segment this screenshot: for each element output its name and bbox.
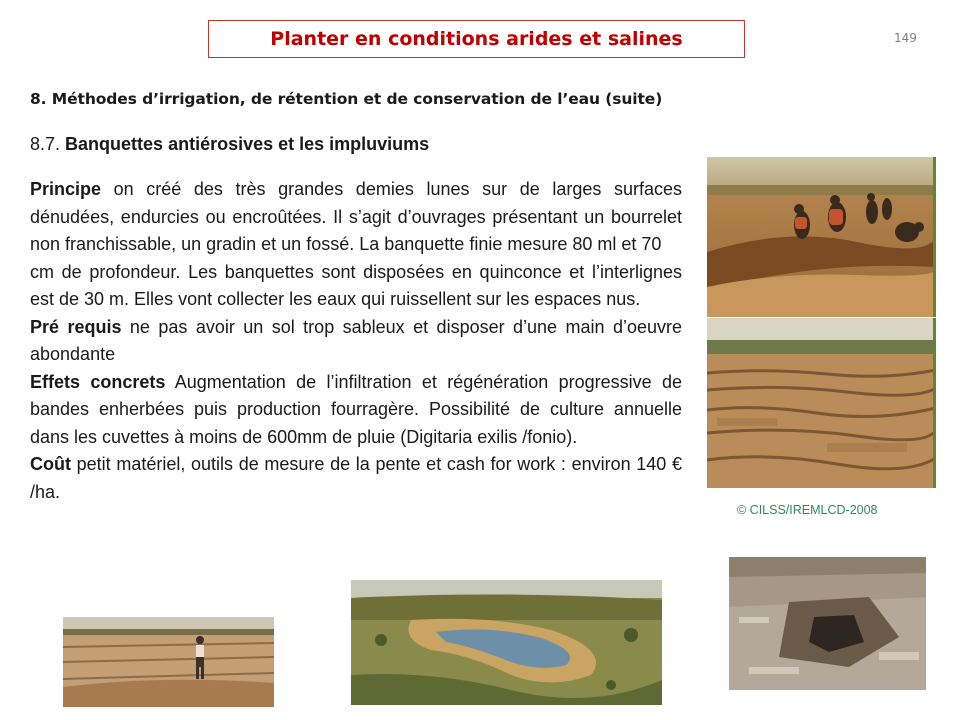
cout-label: Coût xyxy=(30,454,71,474)
body-text xyxy=(30,176,682,506)
subheading xyxy=(30,134,429,155)
prerequis-label: Pré requis xyxy=(30,316,122,337)
photo-workers-digging-image xyxy=(707,157,936,317)
photo-stone-structure xyxy=(729,557,926,690)
principe-text-1: on créé des très grandes demies lunes sur de larges surfaces dénudées, endurcies ou encroûtées. Il s’agit d’ouvrages présentant un bourrelet non franchissable, un gradin et un fossé. La banquette finie mesure 80 ml et 70 xyxy=(30,179,682,254)
photo-banquettes-landscape xyxy=(707,318,936,488)
paragraph-principe xyxy=(30,176,682,259)
photo-stone-structure-image xyxy=(729,557,926,690)
section-heading: 8. Méthodes d’irrigation, de rétention et de conservation de l’eau (suite) xyxy=(30,90,663,108)
paragraph-effets xyxy=(30,369,682,452)
principe-label: Principe xyxy=(30,179,102,199)
paragraph-prerequis xyxy=(30,314,682,369)
cout-text: petit matériel, outils de mesure de la pente et cash for work : environ 140 € /ha. xyxy=(30,454,682,502)
prerequis-text: ne pas avoir un sol trop sableux et disposer d’une main d’oeuvre abondante xyxy=(30,316,683,364)
slide-title-box xyxy=(208,20,745,58)
photo-workers-digging xyxy=(707,157,936,317)
photo-water-impluvium-image xyxy=(351,580,662,705)
paragraph-cout xyxy=(30,451,682,506)
principe-text-2: cm de profondeur. Les banquettes sont disposées en quinconce et l’interlignes est de 30 m. Elles vont collecter les eaux qui ruissellent sur les espaces nus. xyxy=(30,261,682,309)
photo-water-impluvium xyxy=(351,580,662,705)
effets-label: Effets concrets xyxy=(30,371,166,392)
subheading-number: 8.7. xyxy=(30,134,61,154)
page-number: 149 xyxy=(894,31,917,45)
effets-text: Augmentation de l’infiltration et régénération progressive de bandes enherbées puis production fourragère. Possibilité de culture annuelle dans les cuvettes à moins de 600mm de pluie (Digitaria exilis /fonio). xyxy=(30,371,682,447)
photo-banquettes-landscape-image xyxy=(707,318,936,488)
photo-man-in-field-image xyxy=(63,617,274,707)
photo-man-in-field xyxy=(63,617,274,707)
subheading-title: Banquettes antiérosives et les impluviums xyxy=(65,134,430,154)
slide-title: Planter en conditions arides et salines xyxy=(270,28,683,50)
photo-credit: © CILSS/IREMLCD-2008 xyxy=(737,503,878,517)
paragraph-principe-cont xyxy=(30,259,682,314)
